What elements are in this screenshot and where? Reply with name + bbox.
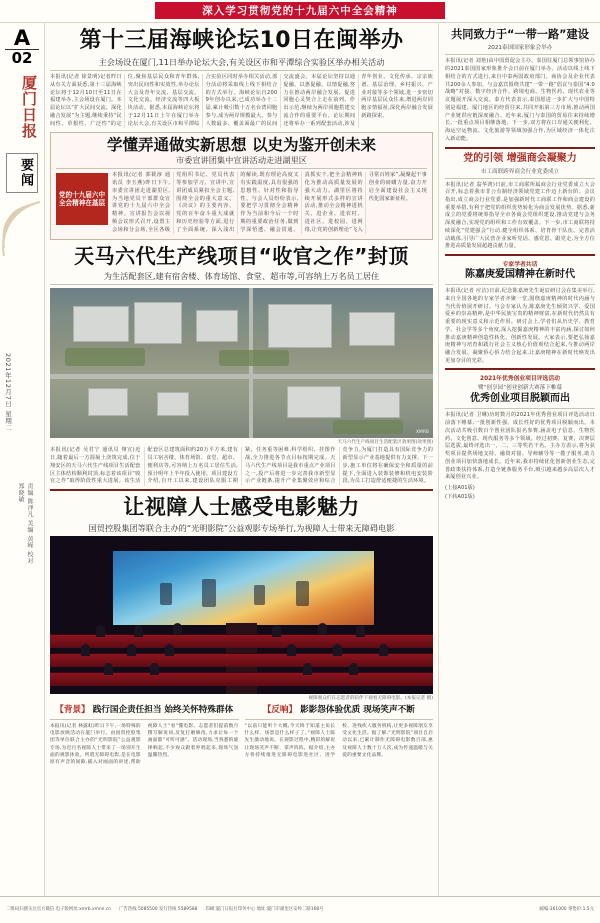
second-body: 本报讯(记者 郭筱淳 通讯员 李玉燕)昨日下午,市委宣讲团走进湖里区,为当地党员干部群众宣讲党的十九届六中全会精神。宣讲报告会以视频会议形式召开,设置主会场和分会场,全区各级党组织书记、党员代表等参加学习。宣讲中,宣讲团成员紧扣全会主题,围绕全会的重大意义、《决议》的主要内容、党的百年奋斗重大成就和历史经验等方面,进行了全面系统、深入浅出的解读,既有理论高度又有实践温度,具有很强的思想性、针对性和指导性。与会人员纷纷表示,要把学习贯彻全会精神作为当前和今后一个时期的重要政治任务,做到学深悟透、融会贯通、真抓实干,把全会精神转化为推动高质量发展的强大动力。湖里区将持续开展形式多样的宣讲活动,推动全会精神进机关、进企业、进农村、进社区、进校园、进网络,让党的创新理论“飞入寻常百姓家”,凝聚起干事创业的磅礴力量,奋力开启全面建设社会主义现代化国家新征程。 [112, 172, 427, 233]
side-story-4-headline: 优秀创业项目脱颖而出 [470, 393, 570, 405]
aerial-photo [50, 288, 433, 438]
page-letter: A [13, 26, 31, 50]
page-body [0, 23, 600, 896]
lead-body: 本报讯(记者 徐景明)记者昨日从有关方面获悉,第十三届海峡论坛将于12月10日至11日在福建举办,主会场设在厦门。本届论坛以“扩大民间交流、深化融合发展”为主题,继续秉持“民间性、草根性、广泛性”的定位,聚焦基层民众和青年群体,突出民间性和实效性,举办论坛大会及青年交流、基层交流、文化交流、经济交流等四大板块活动。据悉,本届海峡论坛将于12月11日上午在厦门举办论坛大会,有关设区市和平潭综合实验区同时举办相关活动,部分活动将采取线上线下相结合的方式举行。海峡论坛自2009年创办以来,已成功举办十二届,累计吸引数十万名台湾同胞参与,成为两岸规模最大、参与人数最多、覆盖面最广的民间交流盛会。本届论坛坚持以通促融、以惠促融、以情促融,努力在推动两岸融合发展、促进同胞心灵契合上走在前列、作出示范,继续为两岸同胞搭建交流合作的重要平台。论坛期间还将举办一系列配套活动,涉及青年创业、文化传承、宗亲族谱、基层治理、乡村振兴、产业对接等多个领域,进一步密切两岸基层民众往来,增进两岸同胞亲情福祉,深化两岸融合发展新路探索。 [50, 74, 433, 127]
subsection-background-heading: 践行国企责任担当 始终关怀特殊群体 [92, 705, 234, 716]
jump-note-top: (上接A01版) [445, 485, 475, 492]
subsection-background [50, 705, 239, 765]
side-story-2-headline: 党的引领 增强商会凝聚力 [463, 152, 577, 164]
subsection-background-mark: 【背景】 [55, 705, 90, 716]
photo-watermark: XMRB [415, 430, 429, 436]
side-story-3-headline: 陈嘉庚爱国精神在新时代 [465, 269, 575, 281]
side-story-2-body: 本报讯(记者 翁华鸿)日前,市工商联所属商会行业党委成立大会召开,标志着我市非公有制经济领域党建工作迈上新台阶。会议指出,成立商会行业党委,是加强新时代工商联工作和商会建设的重要举措,有利于把党的组织优势转化为商会发展优势。据悉,新成立的党委将统筹指导全市各商会党组织建设,推动党建与会务深度融合,实现党的组织和工作有效覆盖。下一步,市工商联将持续深化“党建强会”行动,健全组织体系、培育骨干队伍、完善活动载体,引导广大民营企业家听党话、感党恩、跟党走,为全方位推进高质量发展超越贡献力量。 [445, 181, 595, 250]
side-story-1-body: 本报讯(记者 刘艳)由中国贸促会主办、泰国驻厦门总领事馆协办的2021泰国国家形象推介会日前在厦门举办。活动以线上线下相结合的方式进行,来自中泰两国政府部门、商协会及企业代表共200余人参加。与会嘉宾围绕共建“一带一路”倡议与泰国“4.0战略”对接、数字经济合作、跨境电商、生物医药、现代农业等议题展开深入交流。泰方代表表示,泰国愿进一步扩大与中国特别是福建、厦门地区的经贸往来,共同开拓第三方市场,推动两国产业链供应链深度融合。近年来,厦门与泰国的贸易往来持续增长,一批重点项目相继落地。下一步,双方将在口岸通关便利化、海运空运物流、文化旅游等领域加强合作,为区域经济一体化注入新动能。 [445, 58, 595, 142]
section-label: 要闻 [6, 153, 38, 193]
page-footer [0, 896, 600, 923]
publication-date: 2021年12月7日 星期二 [4, 353, 12, 432]
subsection-background-body: 本报讯(记者 林露虹)昨日下午,一场特殊的电影放映活动在厦门举行。由国贸控股集团等单位联合主办的“光明影院”公益观影专场,为近百名视障人士带来了一场别开生面的观影体验。所谓无障碍电影,是在电影原有声音的间隙,插入对画面的讲述,帮助视障人士“看”懂电影。志愿者们提前数月撰写解说词,反复打磨修改,力求让每一个画面都“可听可感”。活动现场,当熟悉的旋律响起,不少观众跟着哼唱起来,现场气氛温馨热烈。 [50, 724, 239, 765]
footer-cell-4: 邮编:361000 零售价:1.5元 [539, 906, 594, 912]
subsection-background-title [50, 705, 239, 716]
side-story-2 [445, 152, 595, 252]
third-headline: 天马六代生产线项目“收官之作”封顶 [74, 244, 409, 269]
fourth-subsections [50, 705, 433, 765]
movie-screen [111, 549, 375, 627]
decorative-arc-icon [2, 198, 42, 258]
fourth-headline: 让视障人士感受电影魅力 [123, 495, 360, 520]
third-story [50, 243, 433, 486]
subsection-reaction-body: “以前只能听个大概,今天终于知道主角长什么样、场景是什么样子了。”视障人士陈先生激动地说。在观影过程中,精彩的解说让现场笑声不断、掌声阵阵。据介绍,主办方将持续推进无障碍电影进社区、进学校、进残疾人服务机构,让更多视障朋友享受文化生活。据了解,“光明影院”项目自启动以来,已累计制作无障碍电影数百部,惠及视障人士数十万人次,成为传递温暖与关爱的重要文化品牌。 [244, 724, 433, 758]
page-number: 02 [5, 49, 39, 67]
side-story-1-subhead: 2021泰国国家形象会举办 [487, 45, 553, 52]
side-story-3-body: 本报讯(记者 应洁)日前,纪念陈嘉庚先生诞辰研讨会在集美举行,来自全国各地的专家学者齐聚一堂,围绕嘉庚精神的时代内涵与当代价值展开研讨。与会专家认为,陈嘉庚先生倾资兴学、爱国爱乡的崇高精神,是中华民族宝贵的精神财富,在新时代仍然具有重要的现实意义和示范作用。研讨会上,学者们从历史学、教育学、社会学等多个角度,深入挖掘嘉庚精神的丰富内涵,探讨如何推动嘉庚精神创造性转化、创新性发展。大家表示,要把弘扬嘉庚精神与培育和践行社会主义核心价值观结合起来,与推动两岸融合发展、凝聚侨心侨力结合起来,让嘉庚精神在新时代焕发出更加夺目的光彩。 [445, 288, 595, 364]
side-story-4-subhead: 鹭“创享园”创业创新大赛落下帷幕 [477, 385, 563, 392]
footer-cell-3: 印刷:厦门日报社印务中心 地址:厦门市湖里区安岭二路168号 [205, 906, 324, 912]
side-story-1 [445, 27, 595, 144]
side-story-4 [445, 373, 595, 502]
second-subhead: 市委宣讲团集中宣讲活动走进湖里区 [175, 154, 307, 165]
cinema-photo [50, 536, 433, 694]
masthead-rail [0, 23, 45, 896]
side-story-2-subhead: 市工商联跨界商会行业党委成立 [480, 168, 560, 175]
fourth-photo-caption: 视障观众们在志愿者的陪伴下观看无障碍电影。(本报记者 摄) [308, 696, 433, 702]
side-story-3 [445, 259, 595, 365]
third-photo-caption: 天马六代生产线项目生活配套区效果图(效果图) [337, 440, 433, 446]
campaign-banner: 深入学习贯彻党的十九届六中全会精神 [155, 2, 445, 19]
side-story-4-body: 本报讯(记者 卫琳)历时数月的2021年优秀创业项目评选活动日前落下帷幕,一批创新性强、成长性好的优秀项目脱颖而出。本次活动共吸引数百个创业团队报名参赛,涵盖电子信息、生物医药、文化创意、现代服务等多个领域。经过初赛、复赛、决赛层层选拔,最终评选出一、二、三等奖若干名。主办方表示,将为获奖项目提供场地支持、融资对接、导师辅导等一揽子服务,助力创业项目加快落地成长。近年来,我市持续优化创新创业生态,完善政策扶持体系,打造全链条服务平台,吸引越来越多高层次人才来厦创业兴业。 [445, 412, 595, 481]
footer-cell-2: 广告热线 5085500 发行热线 5589588 [119, 906, 198, 912]
campaign-badge: 党的十九届六中全会精神在基层 [56, 173, 108, 225]
subsection-reaction-heading: 影影怨体验优质 现场笑声不断 [300, 705, 415, 716]
jump-note-bottom: (下转A01版) [445, 494, 475, 501]
fourth-subhead: 国贸控股集团等联合主办的“光明影院”公益观影专场举行,为视障人士带来无障碍电影 [88, 522, 395, 533]
page-number-block [5, 27, 39, 67]
second-story [50, 132, 433, 240]
side-column [439, 23, 600, 896]
paper-nameplate: 厦门日报 [20, 74, 38, 139]
lead-story [50, 27, 433, 128]
second-headline: 学懂弄通做实新思想 以史为鉴开创未来 [107, 136, 376, 155]
editor-credits: 责编 陈泽凡 美编 黄嵘 校对 郑晓敏 [17, 483, 33, 565]
subsection-reaction-mark: 【反响】 [262, 705, 298, 716]
fourth-story [50, 494, 433, 766]
side-story-3-kicker: 专家学者共话 [502, 262, 538, 269]
top-banner-bar [0, 0, 600, 23]
side-story-4-kicker: 2021年优秀创业项目评选活动 [480, 376, 560, 383]
subsection-reaction [245, 705, 434, 765]
subsection-reaction-title [245, 705, 434, 716]
lead-headline: 第十三届海峡论坛10日在闽举办 [79, 28, 404, 53]
lead-subhead: 主会场设在厦门,11日举办论坛大会,有关设区市和平潭综合实验区举办相关活动 [98, 56, 385, 67]
footer-cell-1: 二维码扫描关注官方微信 电子版网址:xmrb.xmnn.cn [6, 906, 112, 912]
side-story-1-headline: 共同致力于“一带一路”建设 [451, 28, 589, 41]
third-body: 本报讯(记者 吴君宁 通讯员 翔宣)近日,随着最后一方混凝土浇筑完成,位于翔安区的天马六代生产线项目生活配套区主体结构顺利封顶,标志着该项目“收官之作”取得阶段性重大进展。该生活配套区总建筑面积约20万平方米,建有员工宿舍楼、体育场馆、食堂、超市、便利店等,可容纳上万名员工居住生活,预计明年上半年投入使用。项目建设方介绍,自开工以来,建设团队克服工期紧、任务重等困难,科学组织、挂图作战,全力推进各节点目标按期完成。天马六代生产线项目是我市重点产业项目之一,投产后将进一步完善我市新型显示产业链条,提升产业集聚效应和综合竞争力,为厦门打造具有国际竞争力的新型显示产业基地提供有力支撑。下一步,施工单位将在确保安全和质量的前提下,全面进入装饰装修和机电安装阶段,为员工打造舒适便捷的生活环境。 [50, 447, 433, 485]
main-column [45, 23, 439, 896]
third-subhead: 为生活配套区,建有宿舍楼、体育场馆、食堂、超市等,可容纳上万名员工居住 [103, 270, 380, 281]
